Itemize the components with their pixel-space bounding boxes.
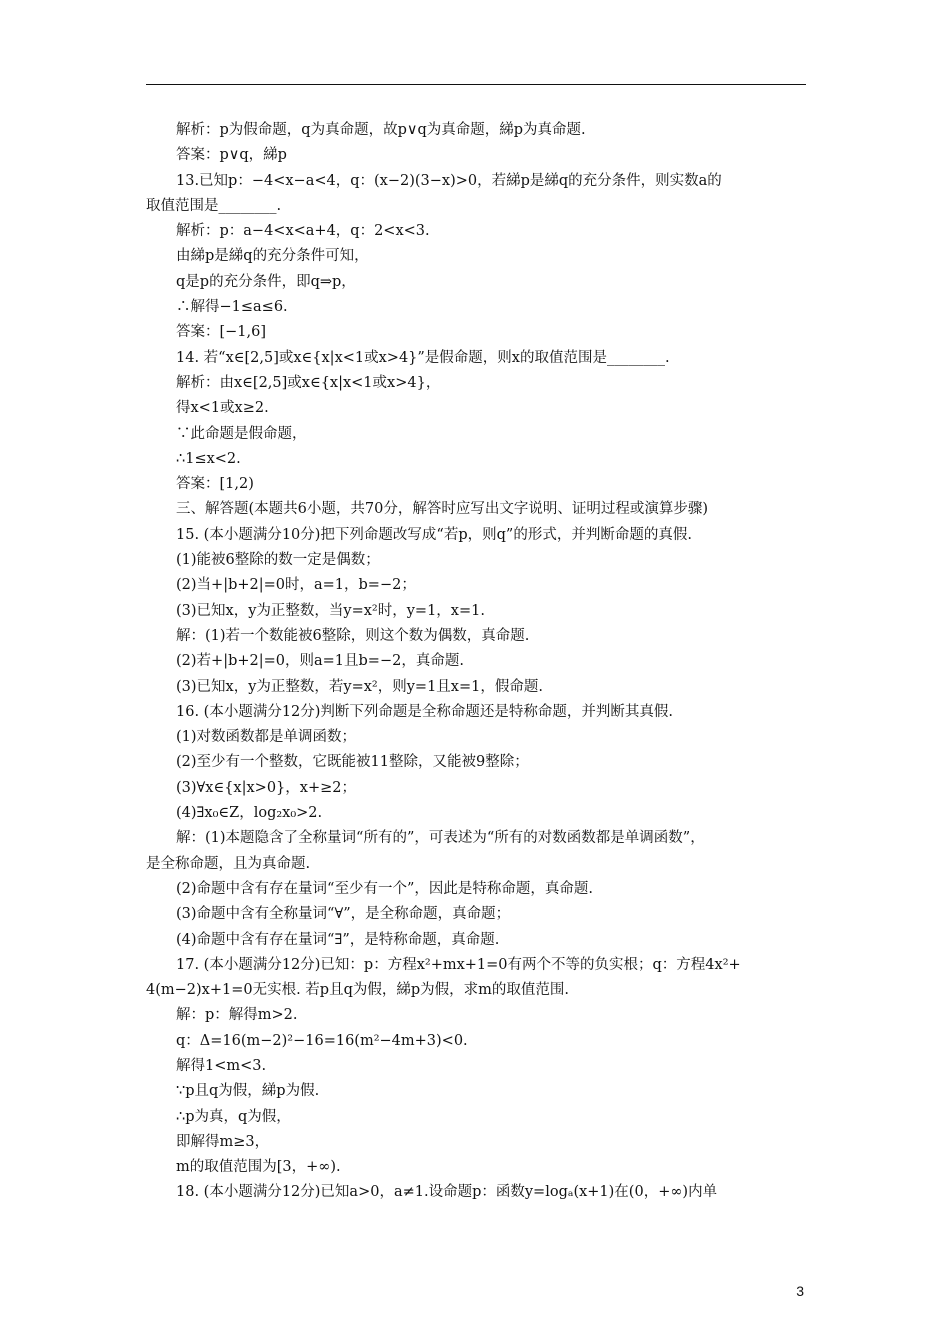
text-line: ∴p为真，q为假，	[176, 1108, 291, 1125]
text-line: 17. (本小题满分12分)已知：p：方程x²+mx+1=0有两个不等的负实根；q：方程4x²+	[176, 956, 741, 973]
text-line: q：Δ=16(m−2)²−16=16(m²−4m+3)<0.	[176, 1032, 468, 1049]
text-line: 得x<1或x≥2.	[176, 400, 269, 417]
text-line: 14. 若“x∈[2,5]或x∈{x|x<1或x>4}”是假命题，则x的取值范围是________.	[176, 349, 670, 366]
document-body	[146, 118, 811, 1206]
text-line: 13.已知p：−4<x−a<4，q：(x−2)(3−x)>0，若綈p是綈q的充分条件，则实数a的	[176, 172, 722, 189]
text-line: q是p的充分条件，即q⇒p，	[176, 273, 356, 290]
text-line: ∴解得−1≤a≤6.	[176, 299, 288, 316]
text-line: 4(m−2)x+1=0无实根. 若p且q为假，綈p为假，求m的取值范围.	[146, 982, 570, 999]
text-line: 答案：[−1,6]	[176, 324, 267, 341]
text-line: (2)当+|b+2|=0时，a=1，b=−2；	[176, 577, 416, 594]
text-line: ∵此命题是假命题，	[176, 425, 307, 442]
text-line: (2)若+|b+2|=0，则a=1且b=−2，真命题.	[176, 653, 464, 670]
text-line: (2)至少有一个整数，它既能被11整除，又能被9整除；	[176, 754, 529, 771]
text-line: (2)命题中含有存在量词“至少有一个”，因此是特称命题，真命题.	[176, 880, 593, 897]
text-line: (3)已知x，y为正整数，当y=x²时，y=1，x=1.	[176, 602, 485, 619]
page-number: 3	[796, 1283, 804, 1299]
text-line: ∵p且q为假，綈p为假.	[176, 1083, 320, 1100]
text-line: 15. (本小题满分10分)把下列命题改写成“若p，则q”的形式，并判断命题的真假.	[176, 526, 692, 543]
text-line: 18. (本小题满分12分)已知a>0，a≠1.设命题p：函数y=logₐ(x+1)在(0，+∞)内单	[176, 1184, 718, 1201]
header-rule	[146, 84, 806, 85]
text-line: 解：(1)若一个数能被6整除，则这个数为偶数，真命题.	[176, 627, 530, 644]
text-line: 解析：p为假命题，q为真命题，故p∨q为真命题，綈p为真命题.	[176, 122, 586, 138]
text-line: 解得1<m<3.	[176, 1057, 267, 1074]
text-line: 三、解答题(本题共6小题，共70分，解答时应写出文字说明、证明过程或演算步骤)	[176, 501, 708, 518]
text-line: (1)对数函数都是单调函数；	[176, 729, 357, 746]
text-line: 是全称命题，且为真命题.	[146, 855, 311, 872]
text-line: 解析：由x∈[2,5]或x∈{x|x<1或x>4}，	[176, 374, 441, 391]
text-line: ∴1≤x<2.	[176, 450, 241, 467]
text-line: 由綈p是綈q的充分条件可知，	[176, 248, 369, 265]
text-line: m的取值范围为[3，+∞).	[176, 1159, 341, 1176]
text-line: (3)∀x∈{x|x>0}，x+≥2；	[176, 779, 356, 796]
text-line: 取值范围是________.	[146, 197, 282, 214]
text-line: (4)命题中含有存在量词“∃”，是特称命题，真命题.	[176, 931, 500, 948]
text-line: 答案：p∨q，綈p	[176, 147, 287, 164]
text-line: 答案：[1,2)	[176, 476, 254, 493]
text-line: 16. (本小题满分12分)判断下列命题是全称命题还是特称命题，并判断其真假.	[176, 703, 674, 720]
text-line: (4)∃x₀∈Z，log₂x₀>2.	[176, 805, 323, 822]
text-line: (3)已知x，y为正整数，若y=x²，则y=1且x=1，假命题.	[176, 678, 543, 695]
text-line: 解：p：解得m>2.	[176, 1007, 298, 1024]
text-line: (1)能被6整除的数一定是偶数；	[176, 552, 380, 569]
text-line: 解析：p：a−4<x<a+4，q：2<x<3.	[176, 223, 430, 240]
text-line: 解：(1)本题隐含了全称量词“所有的”，可表述为“所有的对数函数都是单调函数”，	[176, 830, 705, 847]
text-line: (3)命题中含有全称量词“∀”，是全称命题，真命题；	[176, 906, 511, 923]
text-line: 即解得m≥3，	[176, 1133, 270, 1150]
